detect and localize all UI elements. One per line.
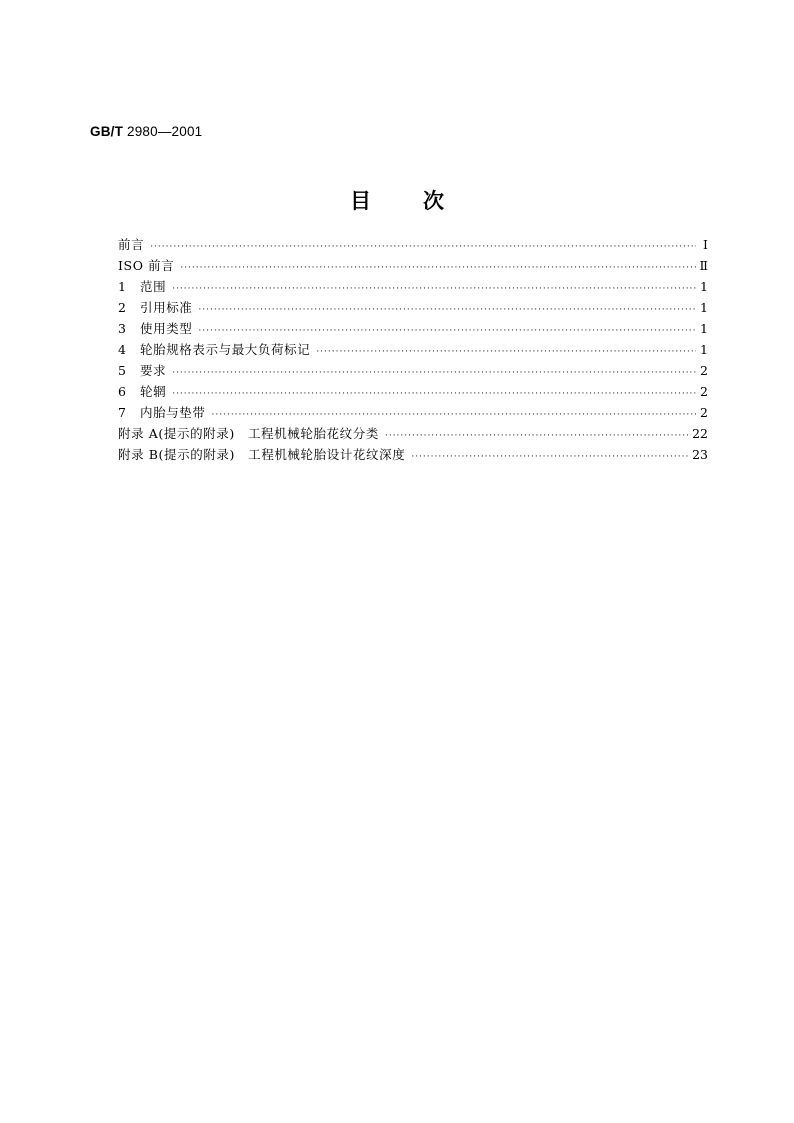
toc-entry-label: 轮辋 [140, 384, 167, 399]
toc-title: 目次 [350, 188, 496, 213]
toc-entry-label: 附录 B(提示的附录) 工程机械轮胎设计花纹深度 [118, 447, 406, 462]
toc-entry-page: 1 [700, 321, 708, 336]
toc-leader-dots [172, 384, 696, 405]
toc-entry-number: 2 [118, 300, 126, 315]
toc-entry-number: 1 [118, 279, 126, 294]
toc-entry-tubes-flaps[interactable] [118, 402, 708, 423]
toc-entry-number: 7 [118, 405, 126, 420]
toc-entry-label: 前言 [118, 237, 145, 252]
toc-leader-dots [411, 447, 688, 468]
toc-entry-rims[interactable] [118, 381, 708, 402]
toc-entry-appendix-a[interactable] [118, 423, 708, 444]
standard-prefix: GB/T [90, 124, 124, 139]
toc-leader-dots [172, 279, 696, 300]
toc-entry-label: ISO 前言 [118, 258, 175, 273]
toc-entry-number: 6 [118, 384, 126, 399]
toc-entry-label: 范围 [140, 279, 167, 294]
toc-entry-references[interactable] [118, 297, 708, 318]
toc-entry-foreword[interactable] [118, 234, 708, 255]
toc-entry-page: 22 [692, 426, 708, 441]
toc-entry-usage-types[interactable] [118, 318, 708, 339]
toc-entry-number: 4 [118, 342, 126, 357]
toc-entry-page: 2 [700, 405, 708, 420]
toc-entry-label: 附录 A(提示的附录) 工程机械轮胎花纹分类 [118, 426, 379, 441]
toc-entry-scope[interactable] [118, 276, 708, 297]
toc-leader-dots [150, 237, 696, 258]
table-of-contents [118, 234, 708, 465]
toc-entry-appendix-b[interactable] [118, 444, 708, 465]
toc-entry-label: 轮胎规格表示与最大负荷标记 [140, 342, 311, 357]
toc-entry-page: Ⅰ [703, 237, 708, 252]
toc-leader-dots [180, 258, 695, 279]
toc-leader-dots [198, 300, 696, 321]
toc-leader-dots [172, 363, 696, 384]
toc-entry-tire-designation[interactable] [118, 339, 708, 360]
toc-entry-page: 23 [692, 447, 708, 462]
toc-entry-page: 1 [700, 342, 708, 357]
toc-entry-requirements[interactable] [118, 360, 708, 381]
toc-entry-page: 1 [700, 300, 708, 315]
toc-entry-number: 3 [118, 321, 126, 336]
toc-entry-page: 1 [700, 279, 708, 294]
toc-entry-number: 5 [118, 363, 126, 378]
toc-entry-page: 2 [700, 384, 708, 399]
toc-entry-label: 使用类型 [140, 321, 193, 336]
toc-entry-label: 内胎与垫带 [140, 405, 206, 420]
toc-entry-label: 引用标准 [140, 300, 193, 315]
toc-entry-page: 2 [700, 363, 708, 378]
toc-leader-dots [385, 426, 688, 447]
toc-entry-label: 要求 [140, 363, 167, 378]
standard-code [90, 124, 202, 139]
toc-leader-dots [316, 342, 696, 363]
toc-entry-page: Ⅱ [699, 258, 708, 273]
standard-number: 2980—2001 [127, 124, 203, 139]
toc-entry-iso-foreword[interactable] [118, 255, 708, 276]
